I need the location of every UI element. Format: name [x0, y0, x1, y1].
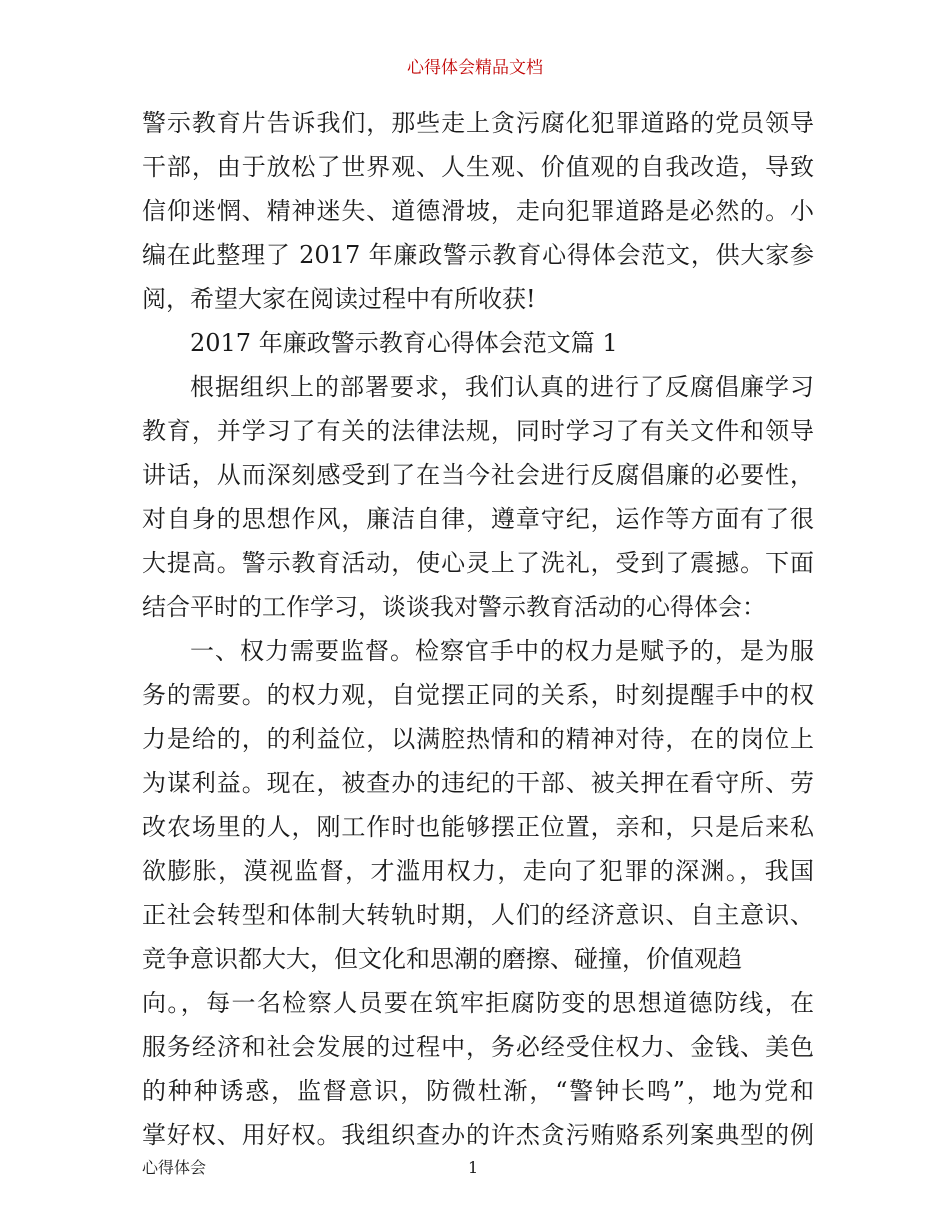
- text-line-17: 改农场里的人，刚工作时也能够摆正位置，亲和，只是后来私: [142, 813, 814, 841]
- text-line-16: 为谋利益。现在，被查办的违纪的干部、被关押在看守所、劳: [142, 769, 814, 797]
- footer-label: 心得体会: [142, 1158, 207, 1177]
- text-line-4: 编在此整理了 2017 年廉政警示教育心得体会范文，供大家参: [142, 241, 814, 269]
- document-body: [142, 101, 814, 1157]
- page-number: 1: [468, 1158, 479, 1177]
- text-line-8: 教育，并学习了有关的法律法规，同时学习了有关文件和领导: [142, 417, 814, 445]
- text-line-9: 讲话，从而深刻感受到了在当今社会进行反腐倡廉的必要性，: [142, 461, 814, 489]
- text-line-7: 根据组织上的部署要求，我们认真的进行了反腐倡廉学习: [190, 373, 814, 401]
- text-line-23: 的种种诱惑，监督意识，防微杜渐，“警钟长鸣”，地为党和: [142, 1077, 814, 1105]
- text-line-2: 干部，由于放松了世界观、人生观、价值观的自我改造，导致: [142, 153, 814, 181]
- text-line-14: 务的需要。的权力观，自觉摆正同的关系，时刻提醒手中的权: [142, 681, 814, 709]
- text-line-5: 阅，希望大家在阅读过程中有所收获!: [142, 285, 536, 313]
- text-line-3: 信仰迷惘、精神迷失、道德滑坡，走向犯罪道路是必然的。小: [142, 197, 814, 225]
- text-line-10: 对自身的思想作风，廉洁自律，遵章守纪，运作等方面有了很: [142, 505, 814, 533]
- text-line-19: 正社会转型和体制大转轨时期，人们的经济意识、自主意识、: [142, 901, 814, 929]
- text-line-18: 欲膨胀，漠视监督，才滥用权力，走向了犯罪的深渊。，我国: [142, 857, 814, 885]
- text-line-21: 向。，每一名检察人员要在筑牢拒腐防变的思想道德防线，在: [142, 989, 814, 1017]
- text-line-13: 一、权力需要监督。检察官手中的权力是赋予的，是为服: [190, 637, 814, 665]
- document-header: 心得体会精品文档: [407, 58, 543, 78]
- text-line-15: 力是给的，的利益位，以满腔热情和的精神对待，在的岗位上: [142, 725, 814, 753]
- text-line-20: 竞争意识都大大，但文化和思潮的磨擦、碰撞，价值观趋: [142, 945, 742, 973]
- text-line-24: 掌好权、用好权。我组织查办的许杰贪污贿赂系列案典型的例: [142, 1121, 814, 1149]
- text-line-12: 结合平时的工作学习，谈谈我对警示教育活动的心得体会：: [142, 593, 766, 621]
- text-line-22: 服务经济和社会发展的过程中，务必经受住权力、金钱、美色: [142, 1033, 814, 1061]
- text-line-11: 大提高。警示教育活动，使心灵上了洗礼，受到了震撼。下面: [142, 549, 814, 577]
- section-title: 2017 年廉政警示教育心得体会范文篇 1: [190, 329, 618, 357]
- text-line-1: 警示教育片告诉我们，那些走上贪污腐化犯罪道路的党员领导: [142, 109, 814, 137]
